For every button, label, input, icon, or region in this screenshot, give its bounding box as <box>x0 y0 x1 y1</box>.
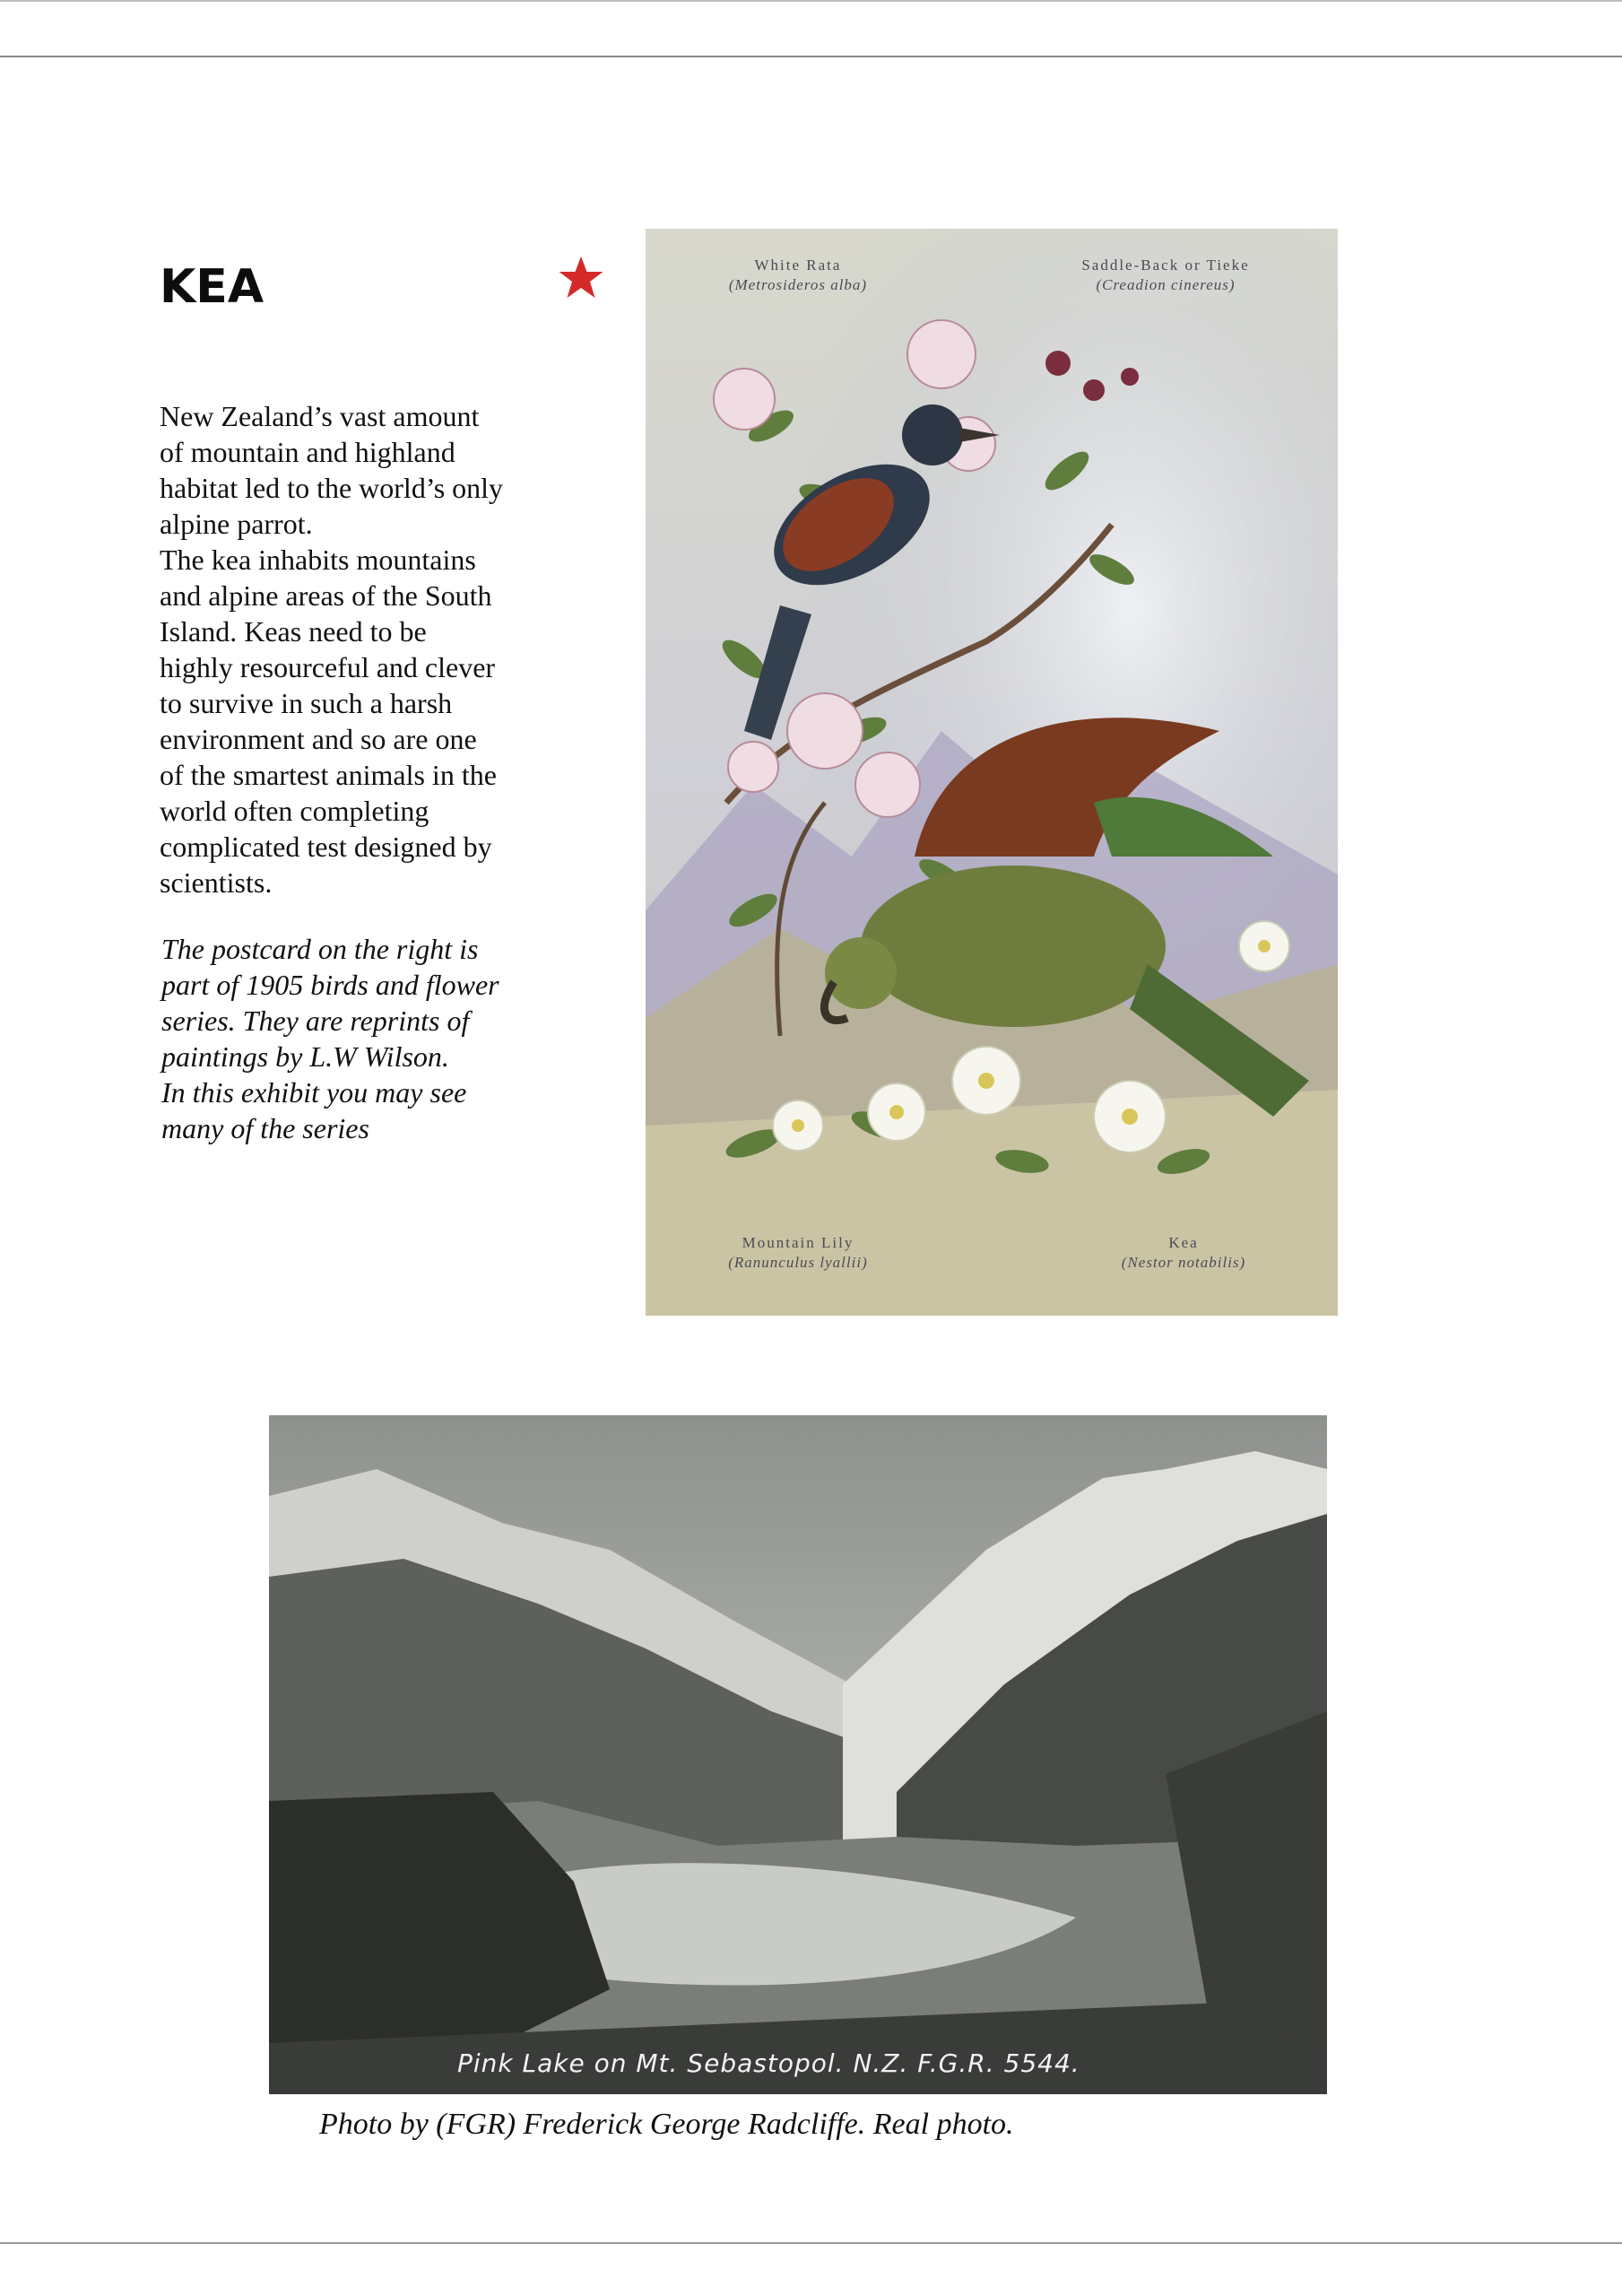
label-white-rata: White Rata (Metrosideros alba) <box>728 257 868 293</box>
text-line: alpine parrot. <box>160 508 313 540</box>
photo-inline-caption: Pink Lake on Mt. Sebastopol. N.Z. F.G.R. 5544. <box>457 2048 1080 2078</box>
photo-credit: Photo by (FGR) Frederick George Radcliffe. Real photo. <box>319 2108 1014 2141</box>
note-line: series. They are reprints of <box>161 1004 470 1037</box>
text-line: environment and so are one <box>160 723 477 755</box>
label-kea: Kea (Nestor notabilis) <box>1121 1234 1246 1271</box>
page-bottom-rule <box>0 2242 1622 2244</box>
text-line: habitat led to the world’s only <box>160 472 504 504</box>
note-line: In this exhibit you may see <box>161 1076 467 1109</box>
page-top-rule <box>0 56 1622 57</box>
red-star-icon <box>556 253 606 303</box>
note-line: paintings by L.W Wilson. <box>161 1040 449 1073</box>
postcard-note <box>161 931 556 1146</box>
description-paragraph <box>160 398 554 900</box>
text-line: The kea inhabits mountains <box>160 544 476 576</box>
text-line: of mountain and highland <box>160 436 455 468</box>
note-line: many of the series <box>161 1112 369 1144</box>
text-line: highly resourceful and clever <box>160 651 496 683</box>
page-title: KEA <box>160 260 265 314</box>
text-line: world often completing <box>160 795 429 827</box>
label-mountain-lily: Mountain Lily (Ranunculus lyallii) <box>728 1234 868 1271</box>
note-line: part of 1905 birds and flower <box>161 969 499 1001</box>
note-line: The postcard on the right is <box>161 933 479 965</box>
postcard-illustration <box>646 229 1338 1316</box>
text-line: complicated test designed by <box>160 831 492 863</box>
text-line: and alpine areas of the South <box>160 579 492 612</box>
bird-flower-postcard <box>646 229 1338 1316</box>
scan-top-edge <box>0 0 1622 2</box>
text-line: of the smartest animals in the <box>160 759 497 791</box>
text-line: scientists. <box>160 866 273 899</box>
pink-lake-photo <box>269 1415 1327 2094</box>
label-saddleback: Saddle-Back or Tieke (Creadion cinereus) <box>1081 257 1250 293</box>
mountain-lake-image <box>269 1415 1327 2094</box>
text-line: Island. Keas need to be <box>160 615 427 648</box>
text-line: New Zealand’s vast amount <box>160 400 480 432</box>
text-line: to survive in such a harsh <box>160 687 453 719</box>
